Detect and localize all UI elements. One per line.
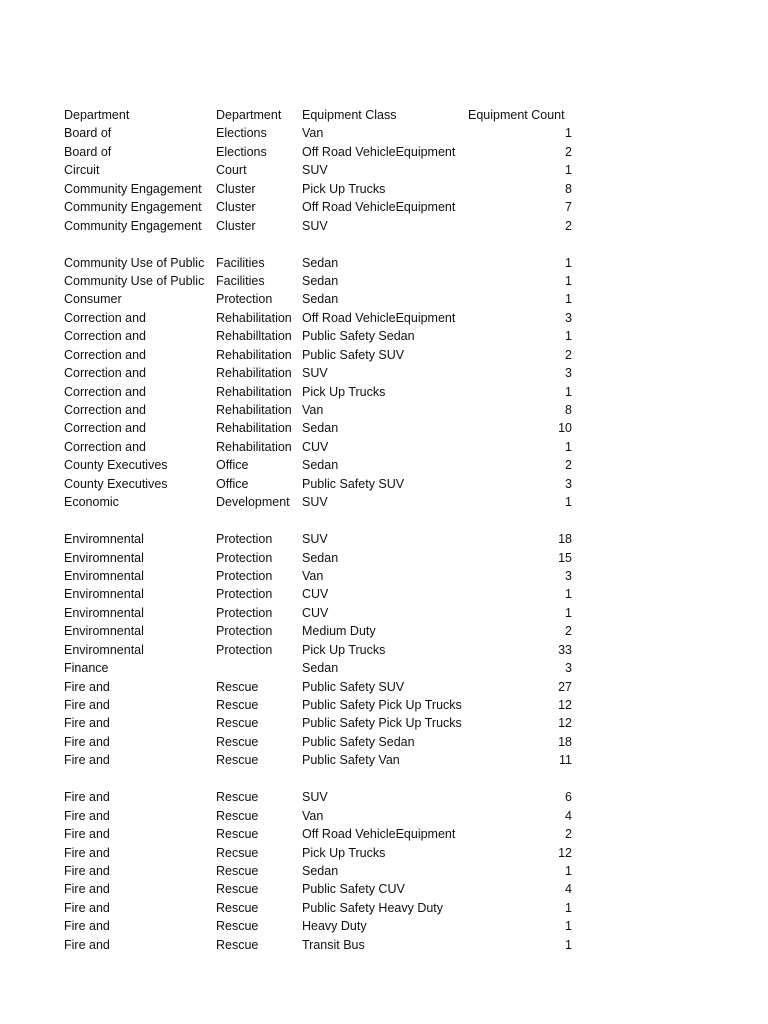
- table-row: [64, 290, 584, 308]
- department-cell: Correction and: [64, 329, 146, 344]
- table-row: [64, 180, 584, 198]
- department-cell: Fire and: [64, 919, 110, 934]
- equipment-class-cell: Sedan: [302, 458, 339, 473]
- equipment-class-cell: Van: [302, 808, 324, 823]
- department-detail-cell: Office: [216, 476, 249, 491]
- equipment-count-cell: 2: [565, 458, 572, 473]
- equipment-count-cell: 1: [565, 292, 572, 307]
- equipment-class-cell: Transit Bus: [302, 937, 365, 952]
- equipment-class-cell: SUV: [302, 218, 328, 233]
- equipment-class-cell: Public Safety Sedan: [302, 329, 415, 344]
- equipment-count-cell: 1: [565, 495, 572, 510]
- equipment-class-cell: Pick Up Trucks: [302, 642, 386, 657]
- department-cell: Correction and: [64, 384, 146, 399]
- department-cell: Fire and: [64, 827, 110, 842]
- department-cell: Community Use of Public: [64, 255, 205, 270]
- equipment-class-cell: Public Safety SUV: [302, 476, 405, 491]
- equipment-count-cell: 7: [565, 200, 572, 215]
- equipment-class-cell: Pick Up Trucks: [302, 845, 386, 860]
- table-row: [64, 788, 584, 806]
- equipment-class-cell: Sedan: [302, 292, 339, 307]
- table-body: [64, 124, 584, 954]
- table-row: [64, 641, 584, 659]
- table-row: [64, 696, 584, 714]
- equipment-class-cell: Sedan: [302, 550, 339, 565]
- equipment-class-cell: Van: [302, 568, 324, 583]
- department-cell: Fire and: [64, 882, 110, 897]
- table-row: [64, 714, 584, 732]
- department-cell: Community Engagement: [64, 181, 202, 196]
- equipment-class-cell: CUV: [302, 439, 329, 454]
- equipment-count-cell: 1: [565, 937, 572, 952]
- department-detail-cell: Rescue: [216, 716, 259, 731]
- table-row: [64, 364, 584, 382]
- equipment-class-cell: Off Road VehicleEquipment: [302, 144, 456, 159]
- department-cell: Fire and: [64, 716, 110, 731]
- department-cell: Fire and: [64, 937, 110, 952]
- department-cell: Correction and: [64, 439, 146, 454]
- table-row: [64, 917, 584, 935]
- equipment-count-cell: 6: [565, 790, 572, 805]
- department-detail-cell: Protection: [216, 292, 273, 307]
- equipment-count-cell: 8: [565, 181, 572, 196]
- equipment-count-cell: 3: [565, 661, 572, 676]
- equipment-class-cell: Heavy Duty: [302, 919, 367, 934]
- table-row: [64, 880, 584, 898]
- department-detail-cell: Elections: [216, 126, 267, 141]
- equipment-class-cell: Sedan: [302, 661, 339, 676]
- equipment-class-cell: Public Safety SUV: [302, 679, 405, 694]
- department-cell: Consumer: [64, 292, 122, 307]
- equipment-class-cell: SUV: [302, 366, 328, 381]
- blank-row: [64, 770, 584, 788]
- department-detail-cell: Rescue: [216, 937, 259, 952]
- equipment-class-cell: Public Safety Pick Up Trucks: [302, 716, 462, 731]
- table-row: [64, 844, 584, 862]
- equipment-count-cell: 1: [565, 163, 572, 178]
- equipment-class-cell: Public Safety Van: [302, 753, 400, 768]
- department-detail-cell: Rescue: [216, 882, 259, 897]
- department-detail-cell: Rescue: [216, 808, 259, 823]
- department-detail-cell: Rehabilitation: [216, 366, 292, 381]
- header-department-2: Department: [216, 108, 282, 122]
- equipment-class-cell: Off Road VehicleEquipment: [302, 827, 456, 842]
- table-row: [64, 456, 584, 474]
- equipment-count-cell: 3: [565, 366, 572, 381]
- equipment-count-cell: 10: [558, 421, 572, 436]
- equipment-count-cell: 1: [565, 439, 572, 454]
- table-row: [64, 567, 584, 585]
- blank-row: [64, 235, 584, 253]
- table-row: [64, 309, 584, 327]
- department-detail-cell: Rescue: [216, 900, 259, 915]
- equipment-class-cell: Public Safety SUV: [302, 347, 405, 362]
- equipment-class-cell: Medium Duty: [302, 624, 376, 639]
- department-detail-cell: Rescue: [216, 790, 259, 805]
- department-detail-cell: Rescue: [216, 919, 259, 934]
- table-row: [64, 862, 584, 880]
- table-row: [64, 198, 584, 216]
- equipment-count-cell: 3: [565, 476, 572, 491]
- equipment-count-cell: 33: [558, 642, 572, 657]
- equipment-class-cell: Off Road VehicleEquipment: [302, 310, 456, 325]
- header-department-1: Department: [64, 108, 130, 122]
- equipment-class-cell: Sedan: [302, 273, 339, 288]
- department-detail-cell: Facilities: [216, 255, 265, 270]
- department-detail-cell: Protection: [216, 624, 273, 639]
- equipment-class-cell: SUV: [302, 790, 328, 805]
- department-detail-cell: Protection: [216, 587, 273, 602]
- equipment-class-cell: Public Safety CUV: [302, 882, 405, 897]
- header-equipment-class: Equipment Class: [302, 108, 397, 122]
- table-row: [64, 346, 584, 364]
- table-row: [64, 217, 584, 235]
- table-row: [64, 659, 584, 677]
- department-cell: Enviromnental: [64, 624, 144, 639]
- equipment-count-cell: 2: [565, 827, 572, 842]
- equipment-count-cell: 1: [565, 863, 572, 878]
- equipment-class-cell: Pick Up Trucks: [302, 181, 386, 196]
- department-detail-cell: Recsue: [216, 845, 259, 860]
- table-row: [64, 143, 584, 161]
- equipment-class-cell: Public Safety Sedan: [302, 734, 415, 749]
- table-row: [64, 161, 584, 179]
- department-cell: Enviromnental: [64, 587, 144, 602]
- table-row: [64, 419, 584, 437]
- equipment-count-cell: 1: [565, 605, 572, 620]
- department-cell: Fire and: [64, 900, 110, 915]
- department-detail-cell: Cluster: [216, 218, 256, 233]
- department-detail-cell: Protection: [216, 605, 273, 620]
- equipment-class-cell: Public Safety Pick Up Trucks: [302, 698, 462, 712]
- department-cell: Finance: [64, 661, 109, 676]
- department-detail-cell: Court: [216, 163, 247, 178]
- department-cell: Fire and: [64, 845, 110, 860]
- table-row: [64, 899, 584, 917]
- table-row: [64, 272, 584, 290]
- department-detail-cell: Cluster: [216, 181, 256, 196]
- department-cell: Economic: [64, 495, 119, 510]
- blank-row: [64, 512, 584, 530]
- department-cell: Fire and: [64, 698, 110, 712]
- table-row: [64, 530, 584, 548]
- department-cell: Fire and: [64, 753, 110, 768]
- equipment-count-cell: 18: [558, 734, 572, 749]
- department-cell: Circuit: [64, 163, 100, 178]
- department-detail-cell: Office: [216, 458, 249, 473]
- table-row: [64, 124, 584, 142]
- department-cell: Board of: [64, 126, 112, 141]
- equipment-count-cell: 18: [558, 532, 572, 547]
- equipment-count-cell: 2: [565, 144, 572, 159]
- department-cell: Fire and: [64, 808, 110, 823]
- table-row: [64, 733, 584, 751]
- equipment-count-cell: 12: [558, 716, 572, 731]
- department-detail-cell: Rehabilitation: [216, 310, 292, 325]
- equipment-count-cell: 8: [565, 403, 572, 417]
- department-detail-cell: Protection: [216, 532, 273, 547]
- department-detail-cell: Rehabilltation: [216, 329, 292, 344]
- table-row: [64, 401, 584, 419]
- equipment-count-cell: 4: [565, 808, 572, 823]
- table-row: [64, 438, 584, 456]
- equipment-class-cell: Sedan: [302, 255, 339, 270]
- equipment-count-cell: 1: [565, 273, 572, 288]
- equipment-class-cell: SUV: [302, 163, 328, 178]
- table-row: [64, 936, 584, 954]
- department-detail-cell: Rescue: [216, 698, 259, 712]
- table-row: [64, 475, 584, 493]
- department-detail-cell: Cluster: [216, 200, 256, 215]
- department-detail-cell: Protection: [216, 550, 273, 565]
- equipment-count-cell: 1: [565, 255, 572, 270]
- department-cell: Community Use of Public: [64, 273, 205, 288]
- equipment-count-cell: 1: [565, 384, 572, 399]
- department-cell: Community Engagement: [64, 200, 202, 215]
- department-cell: Correction and: [64, 421, 146, 436]
- equipment-class-cell: Sedan: [302, 421, 339, 436]
- equipment-count-cell: 4: [565, 882, 572, 897]
- equipment-class-cell: SUV: [302, 495, 328, 510]
- table-row: [64, 327, 584, 345]
- department-cell: County Executives: [64, 476, 168, 491]
- department-detail-cell: Rehabilitation: [216, 439, 292, 454]
- table-row: [64, 254, 584, 272]
- equipment-count-cell: 12: [558, 845, 572, 860]
- equipment-count-cell: 1: [565, 126, 572, 141]
- equipment-count-cell: 2: [565, 218, 572, 233]
- department-detail-cell: Rehabilitation: [216, 347, 292, 362]
- header-equipment-count: Equipment Count: [468, 108, 565, 122]
- department-cell: Enviromnental: [64, 550, 144, 565]
- equipment-class-cell: Pick Up Trucks: [302, 384, 386, 399]
- equipment-count-cell: 1: [565, 900, 572, 915]
- department-cell: Fire and: [64, 863, 110, 878]
- equipment-count-cell: 1: [565, 919, 572, 934]
- department-detail-cell: Rescue: [216, 863, 259, 878]
- department-detail-cell: Rescue: [216, 734, 259, 749]
- department-detail-cell: Elections: [216, 144, 267, 159]
- department-detail-cell: Rescue: [216, 827, 259, 842]
- equipment-sheet: [64, 106, 584, 954]
- equipment-count-cell: 3: [565, 568, 572, 583]
- equipment-class-cell: SUV: [302, 532, 328, 547]
- department-cell: Correction and: [64, 347, 146, 362]
- department-cell: Correction and: [64, 310, 146, 325]
- department-cell: Correction and: [64, 366, 146, 381]
- header-row: [64, 106, 584, 124]
- equipment-count-cell: 1: [565, 329, 572, 344]
- equipment-count-cell: 3: [565, 310, 572, 325]
- table-row: [64, 825, 584, 843]
- department-detail-cell: Rescue: [216, 753, 259, 768]
- department-detail-cell: Protection: [216, 642, 273, 657]
- table-row: [64, 604, 584, 622]
- department-detail-cell: Facilities: [216, 273, 265, 288]
- equipment-class-cell: CUV: [302, 605, 329, 620]
- department-cell: County Executives: [64, 458, 168, 473]
- equipment-class-cell: Off Road VehicleEquipment: [302, 200, 456, 215]
- department-detail-cell: Rehabilitation: [216, 421, 292, 436]
- department-detail-cell: Rehabilitation: [216, 384, 292, 399]
- equipment-count-cell: 2: [565, 347, 572, 362]
- equipment-class-cell: Van: [302, 403, 324, 417]
- department-cell: Enviromnental: [64, 605, 144, 620]
- department-cell: Fire and: [64, 679, 110, 694]
- department-cell: Board of: [64, 144, 112, 159]
- table-row: [64, 549, 584, 567]
- equipment-class-cell: Sedan: [302, 863, 339, 878]
- department-detail-cell: Rescue: [216, 679, 259, 694]
- equipment-count-cell: 12: [558, 698, 572, 712]
- equipment-class-cell: Van: [302, 126, 324, 141]
- equipment-count-cell: 1: [565, 587, 572, 602]
- table-row: [64, 585, 584, 603]
- department-detail-cell: Protection: [216, 568, 273, 583]
- department-detail-cell: Rehabilitation: [216, 403, 292, 417]
- table-row: [64, 493, 584, 511]
- equipment-count-cell: 27: [558, 679, 572, 694]
- equipment-count-cell: 2: [565, 624, 572, 639]
- equipment-count-cell: 11: [559, 753, 572, 768]
- table-row: [64, 383, 584, 401]
- table-row: [64, 807, 584, 825]
- table-row: [64, 622, 584, 640]
- department-cell: Enviromnental: [64, 642, 144, 657]
- equipment-count-cell: 15: [558, 550, 572, 565]
- department-cell: Fire and: [64, 734, 110, 749]
- department-cell: Correction and: [64, 403, 146, 417]
- department-cell: Enviromnental: [64, 568, 144, 583]
- table-row: [64, 751, 584, 769]
- equipment-class-cell: CUV: [302, 587, 329, 602]
- department-cell: Fire and: [64, 790, 110, 805]
- department-cell: Community Engagement: [64, 218, 202, 233]
- equipment-class-cell: Public Safety Heavy Duty: [302, 900, 444, 915]
- department-detail-cell: Development: [216, 495, 290, 510]
- table-row: [64, 678, 584, 696]
- department-cell: Enviromnental: [64, 532, 144, 547]
